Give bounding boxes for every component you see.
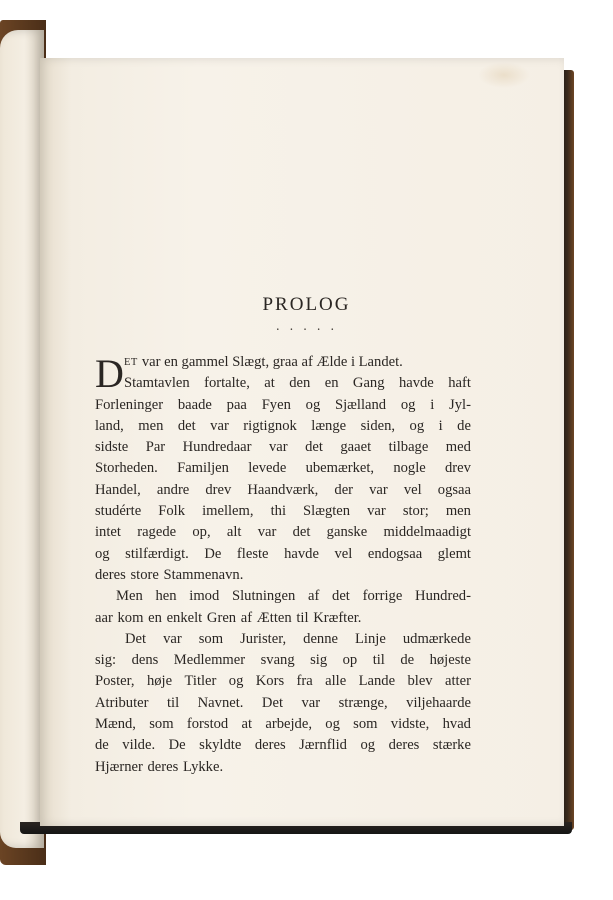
body-line: sidste Par Hundredaar var det gaaet tilbage med [95,439,471,456]
body-line: Atributer til Navnet. Det var strænge, viljehaarde [95,694,471,711]
body-line: Storheden. Familjen levede ubemærket, nogle drev [95,460,471,477]
body-line: Men hen imod Slutningen af det forrige Hundred- [116,588,471,605]
body-line-text: var en gammel Slægt, graa af Ælde i Landet. [141,354,403,370]
body-line: Mænd, som forstod at arbejde, og som vidste, hvad [95,716,471,733]
body-line: intet ragede op, alt var det ganske middelmaadigt [95,524,471,541]
body-line: sig: dens Medlemmer svang sig op til de højeste [95,652,471,669]
body-line: Forleninger baade paa Fyen og Sjælland og i Jyl- [95,396,471,413]
title-ornament: . . . . . [275,319,338,333]
body-line: land, men det var rigtignok længe siden, og i de [95,417,471,434]
page-stain [478,62,530,88]
left-page [0,30,44,848]
body-line: Stamtavlen fortalte, at den en Gang havde haft [124,375,471,392]
body-line: Handel, andre drev Haandværk, der var vel ogsaa [95,481,471,498]
body-line: Det var som Jurister, denne Linje udmærkede [125,630,471,647]
prolog-body [95,352,471,778]
chapter-title: PROLOG [262,294,351,315]
body-line: Hjærner deres Lykke. [95,758,224,775]
body-line [95,352,471,373]
body-line: og stilfærdigt. De fleste havde vel endogsaa glemt [95,545,471,562]
first-word-rest: ET [124,357,138,368]
body-line: Poster, høje Titler og Kors fra alle Lande blev atter [95,673,471,690]
body-line: deres store Stammenavn. [95,566,244,583]
body-line: aar kom en enkelt Gren af Ætten til Kræfter. [95,609,362,626]
body-line: de vilde. De skyldte deres Jærnflid og deres stærke [95,737,471,754]
body-line: studérte Folk imellem, thi Slægten var stor; men [95,503,471,520]
drop-cap: D [95,351,124,396]
